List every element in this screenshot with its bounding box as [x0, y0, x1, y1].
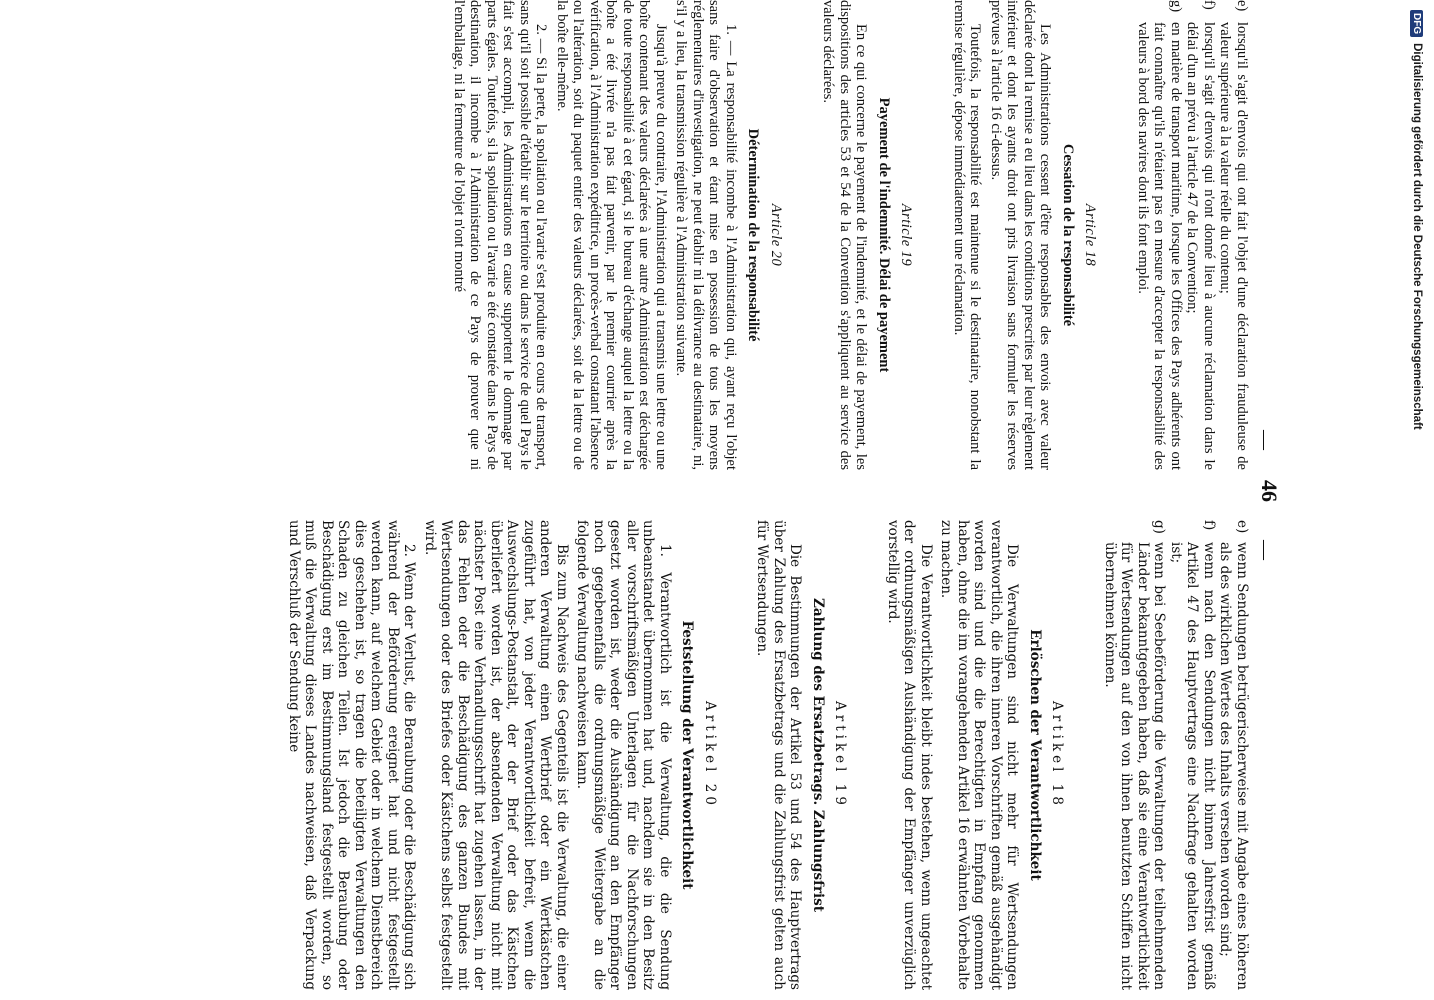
list-item: e) lorsqu'il s'agit d'envois qui ont fait l'objet d'une déclaration frauduleuse de valeur supérieure à la valeur réelle du contenu; — [1217, 0, 1250, 470]
page-number: 46 — [1257, 480, 1282, 502]
article-title: Payement de l'indemnité. Délai de payement — [876, 97, 892, 373]
document-page — [90, 0, 1290, 1000]
dfg-logo-icon: DFG — [1411, 10, 1424, 37]
paragraph: 2. — Si la perte, la spoliation ou l'avarie s'est produite en cours de transport, sans qu'il soit possible d'établir sur le territoire ou dans le service de quel Pays le fait s'est accompli, les Administrations en cause supportent le dommage par parts égales. Toutefois, si la spoliation ou l'avarie a été constatée dans le Pays de destination, il incombe à l'Administration de ce Pays de prouver que ni l'emballage, ni la fermeture de l'objet n'ont montré — [451, 0, 550, 470]
paragraph: Jusqu'à preuve du contraire, l'Administration qui a transmis une lettre ou une boîte contenant des valeurs déclarées à une autre Administration est déchargée de toute responsabilité à cet égard, si le bureau d'échange auquel la lettre ou la boîte a été livrée n'a pas fait parvenir, par le premier courrier après la vérification, à l'Administration expéditrice, un procès-verbal constatant l'absence ou l'altération, soit du paquet entier des valeurs déclarées, soit de la lettre ou de la boîte elle-même. — [554, 0, 669, 470]
article-heading: Artikel 18 — [1049, 701, 1066, 809]
paragraph: Die Verwaltungen sind nicht mehr für Wertsendungen verantwortlich, die ihren inneren Vorschriften gemäß ausgehändigt worden sind und die die Berechtigten in Empfang genommen haben, ohne die im vorangehenden Artikel 16 erwähnten Vorbehalte zu machen. — [938, 520, 1021, 990]
article-title: Erlöschen der Verantwortlichkeit — [1027, 629, 1043, 881]
header-dash-right: — — [1254, 540, 1276, 560]
article-title: Zahlung des Ersatzbetrags. Zahlungsfrist — [810, 598, 826, 912]
paragraph: 2. Wenn der Verlust, die Beraubung oder die Beschädigung sich während der Beförderung ereignet hat und nicht festgestellt werden kann, auf welchem Gebiet oder in welchem Dienstbereich dies geschehen ist, so tragen die beteiligten Verwaltungen den Schaden zu gleichen Teilen. Ist jedoch die Beraubung oder Beschädigung erst im Bestimmungsland festgestellt worden, so muß die Verwaltung dieses Landes nachweisen, daß Verpackung und Verschluß der Sendung keine — [286, 520, 418, 990]
list-item: f) lorsqu'il s'agit d'envois qui n'ont donné lieu à aucune réclamation dans le délai d'un an prévu à l'article 47 de la Convention; — [1184, 0, 1217, 470]
list-item: g) wenn bei Seebeförderung die Verwaltungen der teilnehmenden Länder bekanntgegeben haben, daß sie eine Verantwortlichkeit für Wertsendungen auf den von ihnen benutzten Schiffen nicht übernehmen können. — [1102, 520, 1168, 990]
article-heading: Article 19 — [898, 203, 915, 267]
article-heading: Artikel 20 — [702, 701, 718, 809]
article-heading: Artikel 19 — [832, 701, 849, 809]
dfg-credit-text: Digitalisierung gefördert durch die Deutsche Forschungsgemeinschaft — [1411, 43, 1423, 430]
german-column — [282, 520, 1251, 990]
header-dash-left: — — [1254, 430, 1276, 450]
paragraph: 1. Verantwortlich ist die Verwaltung, die die Sendung unbeanstandet übernommen hat und, nachdem sie in den Besitz aller vorschriftsmäßigen Unterlagen für die Nachforschungen gesetzt worden ist, weder die Aushändigung an den Empfänger noch gegebenenfalls die ordnungsmäßige Weitergabe an die folgende Verwaltung nachweisen kann. — [574, 520, 673, 990]
paragraph: 1. — La responsabilité incombe à l'Administration qui, ayant reçu l'objet sans faire d'observation et étant mise en possession de tous les moyens réglementaires d'investigation, ne peut établir ni la délivrance au destinataire, ni, s'il y a lieu, la transmission régulière à l'Administration suivante. — [673, 0, 739, 470]
french-column — [447, 0, 1251, 470]
paragraph: Les Administrations cessent d'être responsables des envois avec valeur déclarée dont la remise a eu lieu dans les conditions prescrites par leur règlement intérieur et dont les ayants droit ont pris livraison sans formuler les réserves prévues à l'article 16 ci-dessus. — [988, 0, 1054, 470]
paragraph: Die Bestimmungen der Artikel 53 und 54 des Hauptvertrags über Zahlung des Ersatzbetrags und die Zahlungsfrist gelten auch für Wertsendungen. — [754, 520, 804, 990]
article-title: Feststellung der Verantwortlichkeit — [679, 620, 696, 890]
list-item: g) en matière de transport maritime, lorsque les Offices des Pays adhérents ont fait connaître qu'ils n'étaient pas en mesure d'accepter la responsabilité des valeurs à bord des navires dont ils font emploi. — [1135, 0, 1184, 470]
paragraph: En ce qui concerne le payement de l'indemnité, et le délai de payement, les dispositions des articles 53 et 54 de la Convention s'appliquent au service des valeurs déclarées. — [820, 0, 870, 470]
paragraph: Bis zum Nachweis des Gegenteils ist die Verwaltung, die einer anderen Verwaltung einen Wertbrief oder ein Wertkästchen zugeführt hat, von jeder Verantwortlichkeit befreit, wenn die Auswechslungs-Postanstalt, der der Brief oder das Kästchen überliefert worden ist, der absendenden Verwaltung nicht mit nächster Post eine Verhandlungsschrift hat zugehen lassen, in der das Fehlen oder die Beschädigung des ganzen Bundes mit Wertsendungen oder des Briefes oder Kästchens selbst festgestellt wird. — [422, 520, 570, 990]
list-item: f) wenn nach den Sendungen nicht binnen Jahresfrist gemäß Artikel 47 des Hauptvertrags eine Nachfrage gehalten worden ist; — [1168, 520, 1217, 990]
list-item: e) wenn Sendungen betrügerischerweise mit Angabe eines höheren als des wirklichen Wertes des Inhalts versehen worden sind; — [1217, 520, 1250, 990]
dfg-credit — [1408, 0, 1434, 1000]
article-title: Cessation de la responsabilité — [1060, 143, 1076, 327]
paragraph: Die Verantwortlichkeit bleibt indes bestehen, wenn ungeachtet der ordnungsmäßigen Aushändigung der Empfänger unverzüglich vorstellig wird. — [885, 520, 934, 990]
article-title: Détermination de la responsabilité — [745, 128, 762, 342]
paragraph: Toutefois, la responsabilité est maintenue si le destinataire, nonobstant la remise régulière, dépose immédiatement une réclamation. — [951, 0, 984, 470]
article-heading: Article 20 — [768, 203, 784, 267]
article-heading: Article 18 — [1082, 203, 1099, 267]
